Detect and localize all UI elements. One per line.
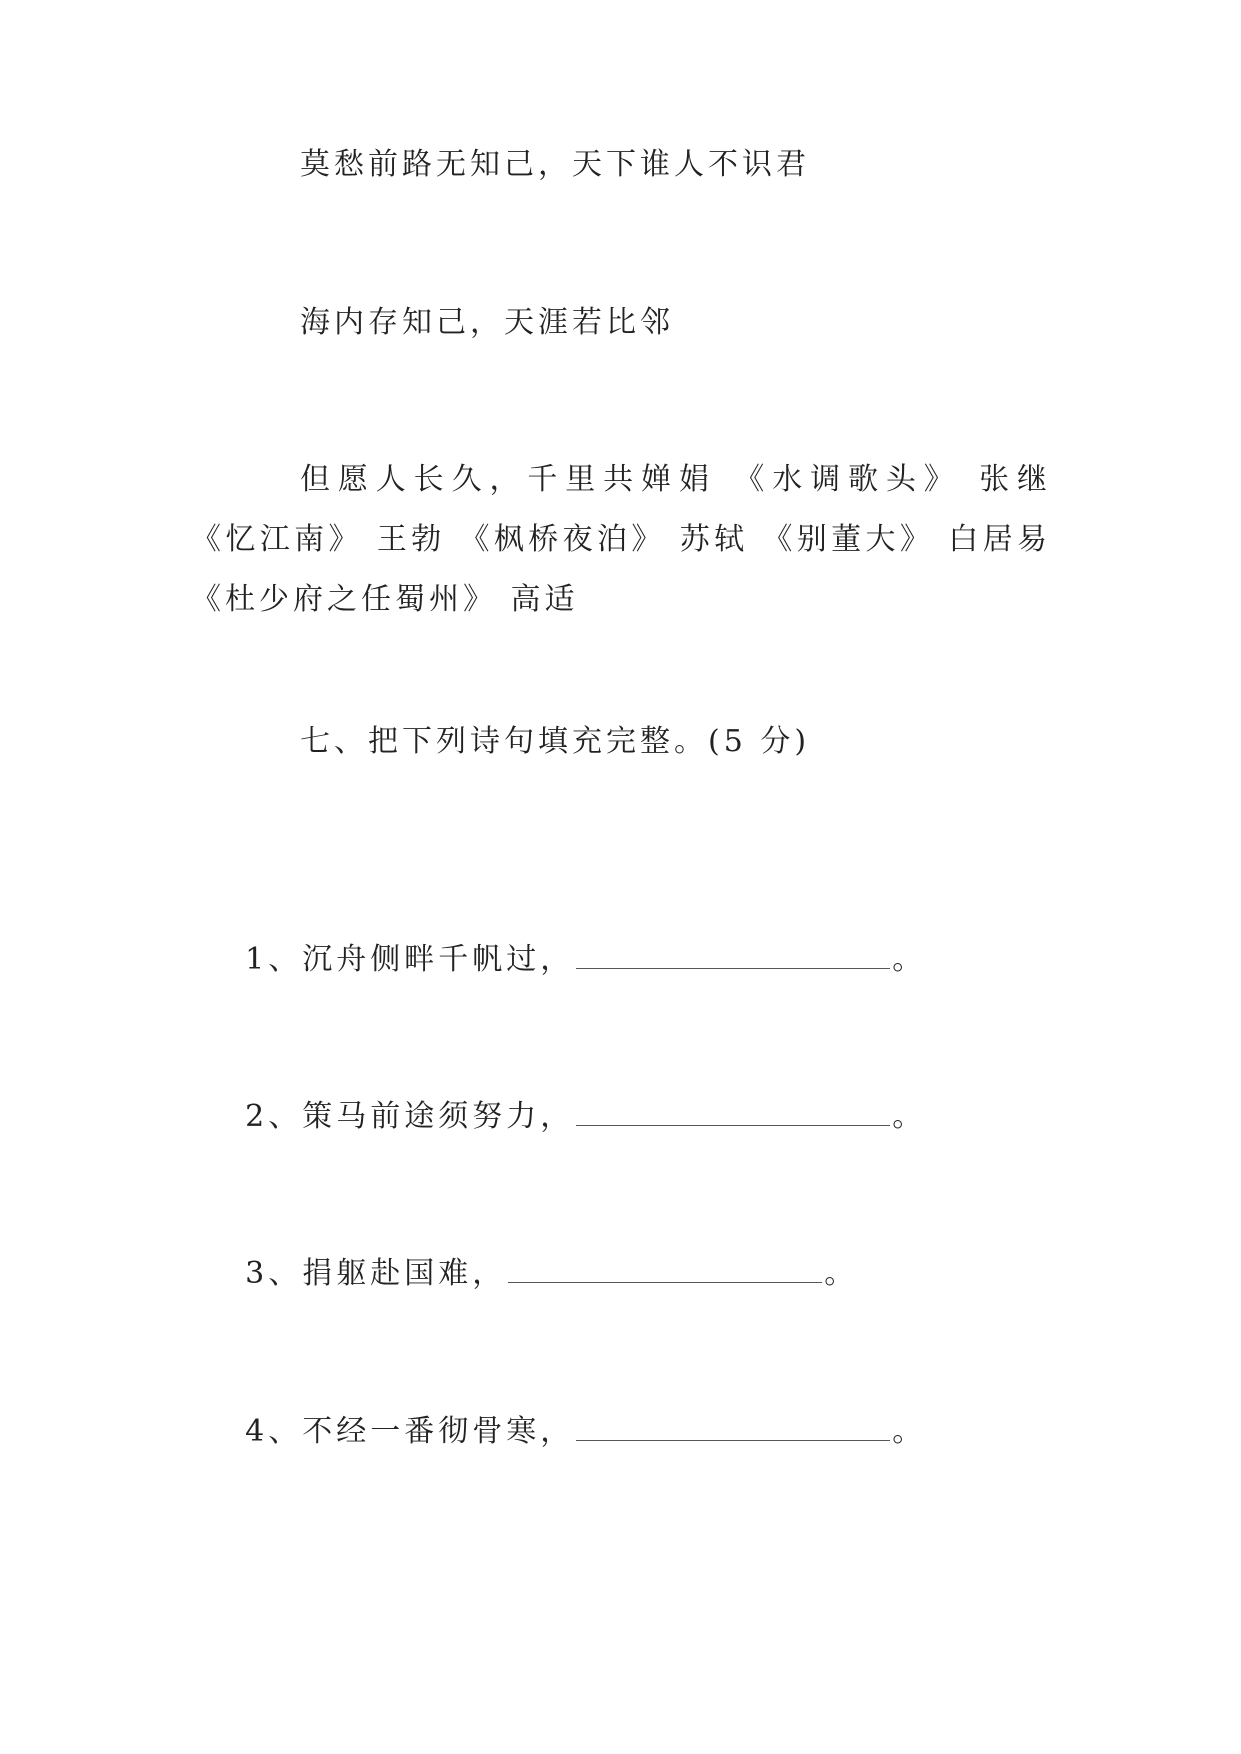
question-end: 。 [824, 1256, 859, 1291]
poem-line-1: 莫愁前路无知己，天下谁人不识君 [300, 147, 810, 182]
poem-title: 《别董大》 [762, 522, 935, 557]
section-heading: 七、把下列诗句填充完整。(5 分) [300, 724, 811, 759]
question-1 [191, 870, 1051, 1050]
answer-blank[interactable] [508, 1254, 822, 1283]
question-prompt: 4、不经一番彻骨寒， [245, 1414, 575, 1449]
poet-name: 张继 [979, 462, 1052, 497]
poet-name: 苏轼 [679, 522, 749, 557]
answer-blank[interactable] [576, 1097, 890, 1126]
poem-matching-paragraph [191, 450, 1051, 630]
poet-name: 白居易 [948, 522, 1051, 557]
poem-title: 《枫桥夜泊》 [459, 522, 666, 557]
question-4 [191, 1342, 1051, 1522]
answer-blank[interactable] [576, 940, 890, 969]
verse: 但愿人长久，千里共婵娟 [300, 462, 717, 497]
question-prompt: 3、捐躯赴国难， [245, 1256, 507, 1291]
question-end: 。 [892, 1099, 927, 1134]
poet-name: 高适 [510, 582, 579, 617]
poem-title: 《水调歌头》 [734, 462, 962, 497]
question-end: 。 [892, 942, 927, 977]
question-2 [191, 1027, 1051, 1207]
poem-title: 《杜少府之任蜀州》 [191, 582, 497, 617]
answer-blank[interactable] [576, 1412, 890, 1441]
poet-name: 王勃 [376, 522, 446, 557]
question-3 [191, 1184, 1051, 1364]
question-end: 。 [892, 1414, 927, 1449]
question-prompt: 1、沉舟侧畔千帆过， [245, 942, 575, 977]
poem-title: 《忆江南》 [191, 522, 363, 557]
poem-line-2: 海内存知己，天涯若比邻 [300, 305, 674, 340]
question-prompt: 2、策马前途须努力， [245, 1099, 575, 1134]
